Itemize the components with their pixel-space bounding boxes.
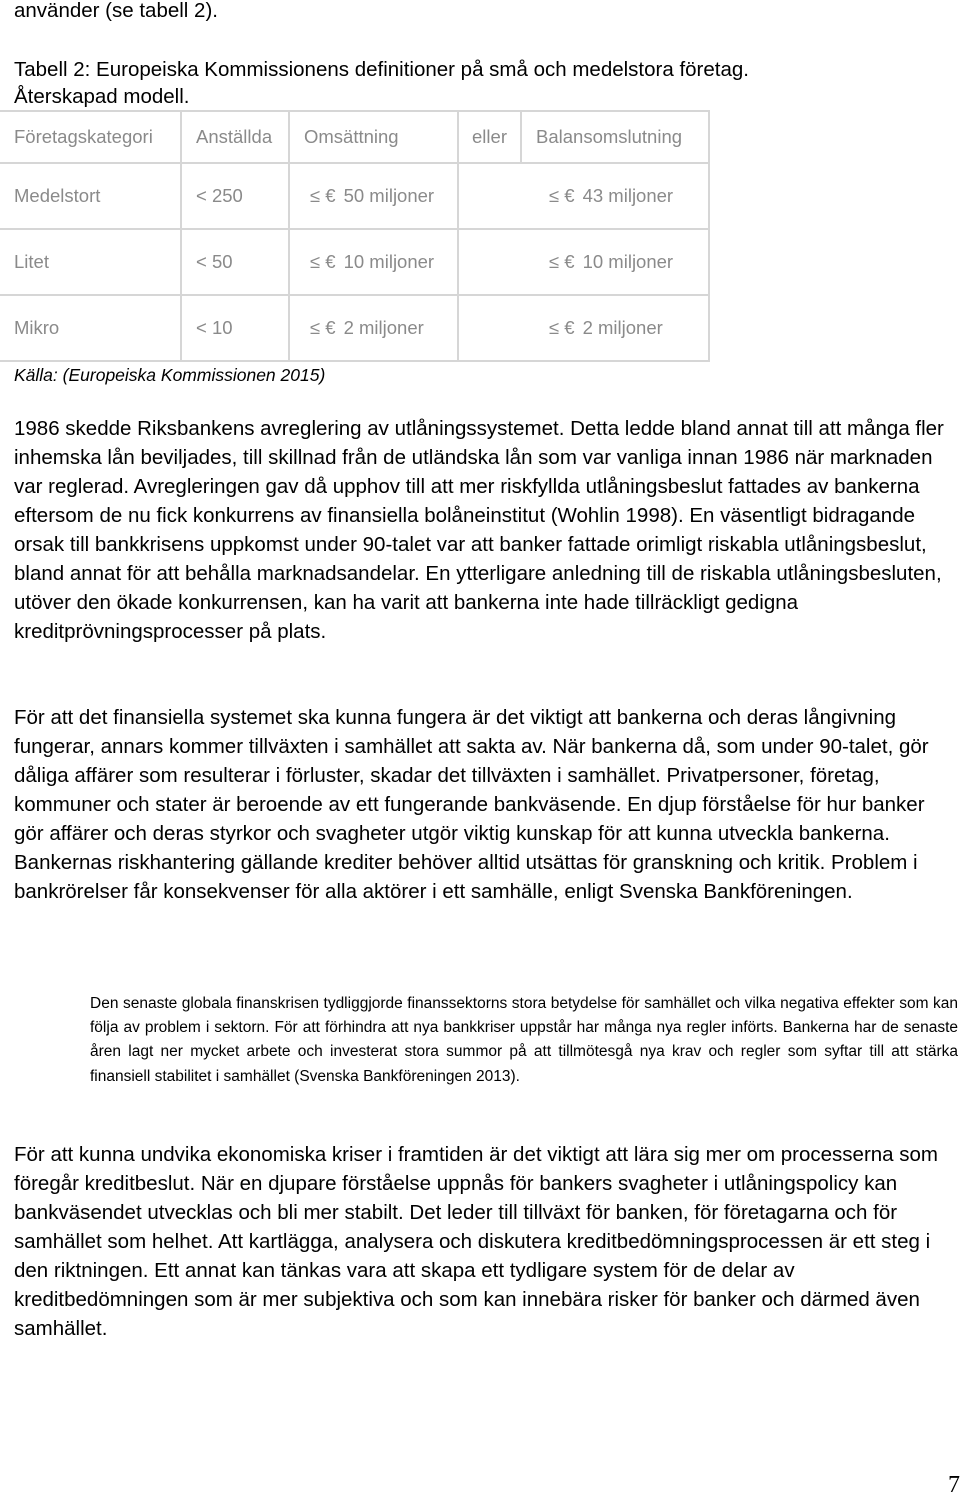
body-paragraph-2: För att det finansiella systemet ska kunna fungera är det viktigt att bankerna och deras långivning fungerar, annars kommer tillväxten i samhället att sakta av. När bankerna då, som under 90-talet, gör dåliga affärer som resulterar i förluster, skadar det tillväxten i samhället. Privatpersoner, företag, kommuner och stater är beroende av ett fungerande bankväsende. En djup förståelse för hur banker gör affärer och deras styrkor och svagheter utgör viktig kunskap för att kunna utveckla bankerna. Bankernas riskhantering gällande krediter behöver alltid utsättas för granskning och kritik. Problem i bankrörelser får konsekvenser för alla aktörer i ett samhälle, enligt Svenska Bankföreningen. — [14, 706, 929, 903]
cell-employees: < 50 — [181, 229, 289, 295]
table-row — [0, 229, 709, 295]
intro-line: använder (se tabell 2). — [14, 0, 218, 22]
source-text: (Europeiska Kommissionen 2015) — [62, 365, 326, 385]
cell-turnover — [289, 163, 458, 229]
source-label: Källa: — [14, 365, 58, 385]
header-category: Företagskategori — [0, 111, 181, 163]
cell-balance — [458, 229, 709, 295]
turnover-value: 10 miljoner — [343, 251, 435, 272]
cell-balance — [458, 295, 709, 361]
cell-employees: < 250 — [181, 163, 289, 229]
balance-value: 10 miljoner — [582, 251, 674, 272]
le-euro-symbol: ≤ € — [549, 185, 575, 206]
turnover-value: 50 miljoner — [343, 185, 435, 206]
le-euro-symbol: ≤ € — [310, 185, 336, 206]
header-employees: Anställda — [181, 111, 289, 163]
header-or: eller — [458, 111, 521, 163]
cell-balance — [458, 163, 709, 229]
header-turnover: Omsättning — [289, 111, 458, 163]
table-row — [0, 163, 709, 229]
turnover-value: 2 miljoner — [343, 317, 424, 338]
company-size-table — [0, 110, 710, 362]
table-caption-line-2: Återskapad modell. — [14, 85, 190, 108]
page-number: 7 — [948, 1472, 960, 1498]
cell-employees: < 10 — [181, 295, 289, 361]
le-euro-symbol: ≤ € — [310, 317, 336, 338]
header-balance: Balansomslutning — [521, 111, 709, 163]
cell-turnover — [289, 229, 458, 295]
cell-turnover — [289, 295, 458, 361]
cell-category: Litet — [0, 229, 181, 295]
cell-category: Medelstort — [0, 163, 181, 229]
table-row — [0, 295, 709, 361]
balance-value: 2 miljoner — [582, 317, 663, 338]
cell-category: Mikro — [0, 295, 181, 361]
le-euro-symbol: ≤ € — [549, 317, 575, 338]
block-quote: Den senaste globala finanskrisen tydliggjorde finanssektorns stora betydelse för samhället och vilka negativa effekter som kan följa av problem i sektorn. För att förhindra att nya bankkriser uppstår har många nya regler införts. Bankerna har de senaste åren lagt ner mycket arbete och investerat stora summor på att tillmötesgå nya krav och regler som syftar till att stärka finansiell stabilitet i samhället (Svenska Bankföreningen 2013). — [90, 995, 958, 1085]
table-header-row — [0, 111, 709, 163]
le-euro-symbol: ≤ € — [549, 251, 575, 272]
le-euro-symbol: ≤ € — [310, 251, 336, 272]
table-source — [14, 362, 325, 388]
body-paragraph-1: 1986 skedde Riksbankens avreglering av utlåningssystemet. Detta ledde bland annat till att många fler inhemska lån beviljades, till skillnad från de utländska lån som var vanliga innan 1986 när marknaden var reglerad. Avregleringen gav då upphov till att mer riskfyllda utlåningsbeslut fattades av bankerna eftersom de nu fick konkurrens av finansiella bolåneinstitut (Wohlin 1998). En väsentligt bidragande orsak till bankkrisens uppkomst under 90-talet var att banker fattade orimligt riskabla utlåningsbeslut, bland annat för att behålla marknadsandelar. En ytterligare anledning till de riskabla utlåningsbesluten, utöver den ökade konkurrensen, kan ha varit att bankerna inte hade tillräckligt gedigna kreditprövningsprocesser på plats. — [14, 417, 944, 643]
balance-value: 43 miljoner — [582, 185, 674, 206]
body-paragraph-3: För att kunna undvika ekonomiska kriser i framtiden är det viktigt att lära sig mer om processerna som föregår kreditbeslut. När en djupare förståelse uppnås för bankers svagheter i utlåningspolicy kan bankväsendet utvecklas och bli mer stabilt. Det leder till tillväxt för banken, för företagarna och för samhället som helhet. Att kartlägga, analysera och diskutera kreditbedömningsprocessen är ett steg i den riktningen. Ett annat kan tänkas vara att skapa ett tydligare system för de delar av kreditbedömningen som är mer subjektiva och som kan innebära risker för banker och därmed även samhället. — [14, 1143, 939, 1340]
table-caption-line-1: Tabell 2: Europeiska Kommissionens definitioner på små och medelstora företag. — [14, 58, 749, 81]
